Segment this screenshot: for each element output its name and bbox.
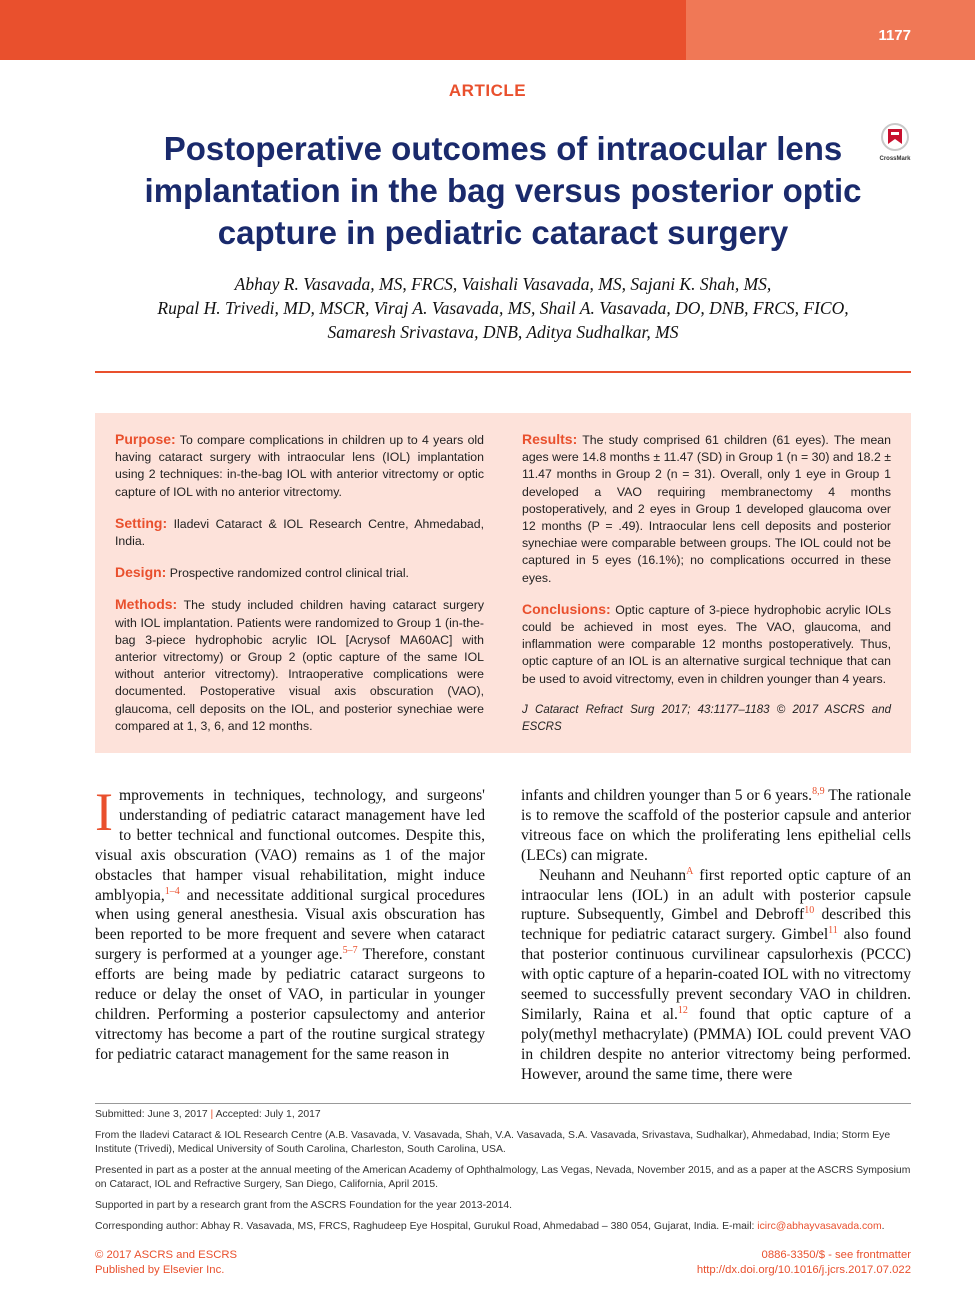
body-paragraph — [521, 866, 911, 1085]
conclusions-text: Optic capture of 3-piece hydrophobic acrylic IOLs could be achieved in most eyes. The VAO, glaucoma, and inflammation were comparable 12 months postoperatively. Thus, optic capture of an IOL is an alternative surgical technique that can be used to avoid vitrectomy, even in children younger than 4 years. — [522, 602, 891, 686]
methods-text: The study included children having cataract surgery with IOL implantation. Patients were randomized to Group 1 (in-the-bag 3-piece hydrophobic acrylic IOL [Acrysof MA60AC] with anterior vitrectomy) or Group 2 (optic capture of the same IOL without anterior vitrectomy). Intraoperative complications were documented. Postoperative visual axis obscuration (VAO), glaucoma, cell deposits on the IOL, and posterior synechiae were compared at 1, 3, 6, and 12 months. — [115, 598, 484, 733]
abstract-design — [115, 564, 484, 582]
body-text: The rationale is to remove the scaffold of the posterior capsule and anterior vitreous face on which the proliferating lens epithelial cells (LECs) can migrate. — [521, 787, 911, 864]
article-title: Postoperative outcomes of intraocular lens implantation in the bag versus posterior optic capture in pediatric cataract surgery — [144, 130, 862, 251]
accepted-date: Accepted: July 1, 2017 — [215, 1109, 321, 1120]
body-text: described this technique for pediatric cataract surgery. Gimbel — [521, 906, 911, 944]
section-label: ARTICLE — [448, 81, 527, 100]
copyright: © 2017 ASCRS and ESCRS — [95, 1249, 238, 1261]
abstract-results — [522, 431, 891, 587]
abstract-conclusions — [522, 601, 891, 688]
design-label: Design: — [115, 564, 167, 581]
setting-text: Iladevi Cataract & IOL Research Centre, Ahmedabad, India. — [115, 516, 485, 549]
setting-label: Setting: — [115, 514, 168, 531]
results-label: Results: — [522, 431, 578, 447]
body-text: mprovements in techniques, technology, and surgeons' understanding of pediatric cataract management have led to better technical and functional outcomes. Despite this, visual axis obscuration (VAO) remains as 1 of the major obstacles that hamper visual rehabilitation, might induce amblyopia, — [95, 787, 485, 904]
footnote-divider — [95, 1103, 911, 1104]
title-divider — [95, 371, 911, 373]
body-text: and necessitate additional surgical procedures when using general anesthesia. Visual axis obscuration has been reported to be more frequent and severe when cataract surgery is performed at a younger age. — [95, 886, 485, 964]
punctuation: . — [881, 1220, 885, 1232]
abstract-methods — [115, 596, 484, 735]
email-link[interactable]: icirc@abhayvasavada.com — [757, 1220, 882, 1232]
svg-text:CrossMark: CrossMark — [879, 156, 911, 162]
body-text: found that optic capture of a poly(methyl methacrylate) (PMMA) IOL could prevent VAO in children despite no anterior vitrectomy being performed. However, around the same time, there were — [521, 1005, 911, 1083]
affiliation-note: From the Iladevi Cataract & IOL Research Centre (A.B. Vasavada, V. Vasavada, Shah, V.A. Vasavada, S.A. Vasavada, Srivastava, Sudhalkar), Ahmedabad, India; Storm Eye Institute (Trivedi), Medical University of South Carolina, Charleston, South Carolina, USA. — [95, 1129, 891, 1156]
body-left-column — [95, 782, 485, 1065]
body-text: Therefore, constant efforts are being made by pediatric cataract surgeons to reduce or delay the onset of VAO, in particular in younger children. Performing a posterior capsulectomy and anterior vitrectomy has become a part of the routine surgical strategy for pediatric cataract management for the same reason in — [95, 946, 485, 1063]
footnotes — [95, 1108, 911, 1240]
methods-label: Methods: — [115, 596, 178, 613]
body-paragraph — [521, 786, 911, 866]
journal-citation: J Cataract Refract Surg 2017; 43:1177–1183 © 2017 ASCRS and ESCRS — [522, 703, 891, 734]
submitted-date: Submitted: June 3, 2017 — [95, 1109, 208, 1120]
purpose-text: To compare complications in children up to 4 years old having cataract surgery with intraocular lens (IOL) implantation using 2 techniques: in-the-bag IOL with anterior vitrectomy or optic capture of IOL with no anterior vitrectomy. — [115, 433, 484, 499]
body-text: first reported optic capture of an intraocular lens (IOL) in an adult with posterior capsule rupture. Subsequently, Gimbel and Debroff — [521, 866, 911, 924]
body-text: also found that posterior continuous curvilinear capsulorhexis (PCCC) with optic capture of a heparin-coated IOL with no vitrectomy seemed to successfully prevent secondary VAO in children. Similarly, Raina et al. — [521, 926, 911, 1023]
reference-link[interactable]: 5–7 — [342, 945, 358, 957]
abstract-purpose — [115, 431, 484, 501]
reference-link[interactable]: 11 — [828, 925, 838, 937]
separator: | — [210, 1109, 214, 1120]
design-text: Prospective randomized control clinical trial. — [169, 566, 409, 581]
author-line: Rupal H. Trivedi, MD, MSCR, Viraj A. Vasavada, MS, Shail A. Vasavada, DO, DNB, FRCS, FICO, — [157, 298, 849, 318]
abstract-setting — [115, 515, 484, 550]
doi-link[interactable]: http://dx.doi.org/10.1016/j.jcrs.2017.07.022 — [696, 1264, 911, 1276]
body-text: Neuhann and Neuhann — [539, 866, 687, 884]
header-bar — [0, 0, 975, 60]
footer-left — [95, 1248, 237, 1278]
crossmark-icon[interactable] — [876, 122, 914, 162]
conclusions-label: Conclusions: — [522, 600, 611, 617]
body-paragraph — [95, 782, 485, 1065]
body-right-column — [521, 786, 911, 1085]
reference-link[interactable]: 1–4 — [164, 885, 180, 897]
corresponding-text: Corresponding author: Abhay R. Vasavada, MS, FRCS, Raghudeep Eye Hospital, Gurukul Road, Ahmedabad – 380 054, Gujarat, India. E-mail: — [95, 1220, 758, 1232]
abstract-left-column — [115, 431, 484, 749]
submission-dates — [95, 1108, 911, 1123]
header-bar-light — [686, 0, 975, 60]
author-line: Samaresh Srivastava, DNB, Aditya Sudhalkar, MS — [327, 322, 679, 342]
reference-link[interactable]: 8,9 — [812, 785, 825, 797]
corresponding-author — [95, 1220, 911, 1235]
abstract-right-column — [522, 431, 891, 736]
footer-right — [697, 1248, 911, 1278]
results-text: The study comprised 61 children (61 eyes). The mean ages were 14.8 months ± 11.47 (SD) in Group 1 (n = 30) and 18.2 ± 11.47 months in Group 2 (n = 31). Overall, only 1 eye in Group 1 developed a VAO requiring membranectomy 4 months postoperatively, and 2 eyes in Group 1 developed glaucoma over 12 months (P = .49). Intraocular lens cell deposits and posterior synechiae were comparable between groups. The IOL could not be captured in 5 eyes (16.1%); no complications occurred in these eyes. — [522, 433, 891, 585]
purpose-label: Purpose: — [115, 431, 176, 447]
reference-link[interactable]: A — [686, 865, 694, 877]
reference-link[interactable]: 12 — [677, 1004, 688, 1016]
publisher: Published by Elsevier Inc. — [95, 1264, 225, 1276]
presentation-note: Presented in part as a poster at the annual meeting of the American Academy of Ophthalmology, Las Vegas, Nevada, November 2015, and as a paper at the ASCRS Symposium on Cataract, IOL and Refractive Surgery, San Diego, California, April 2015. — [95, 1164, 911, 1191]
funding-note: Supported in part by a research grant from the ASCRS Foundation for the year 2013-2014. — [95, 1199, 513, 1211]
issn: 0886-3350/$ - see frontmatter — [761, 1249, 911, 1261]
abstract-box — [95, 413, 911, 753]
author-line: Abhay R. Vasavada, MS, FRCS, Vaishali Vasavada, MS, Sajani K. Shah, MS, — [234, 274, 772, 294]
header-bar-dark — [0, 0, 686, 60]
drop-cap: I — [95, 782, 113, 842]
reference-link[interactable]: 10 — [804, 905, 815, 917]
author-list — [95, 272, 911, 344]
body-text: infants and children younger than 5 or 6 years. — [521, 787, 813, 804]
page-number: 1177 — [878, 27, 911, 44]
